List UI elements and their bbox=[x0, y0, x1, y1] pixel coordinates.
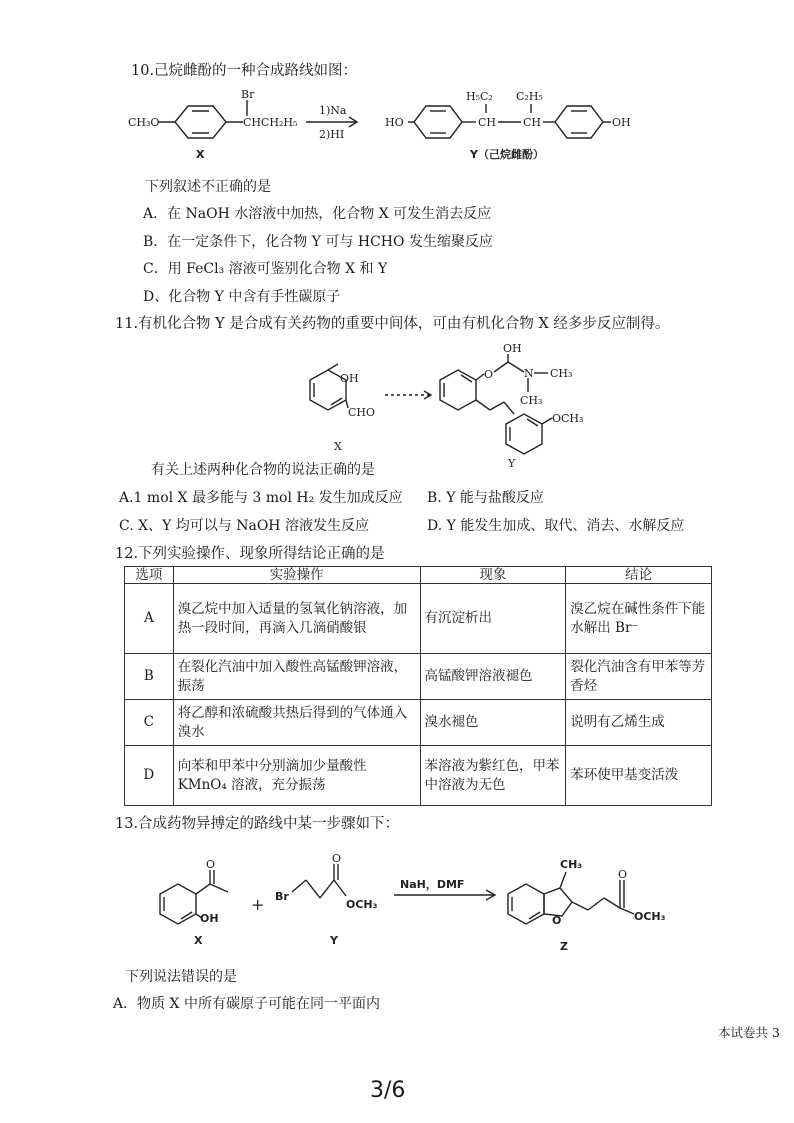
q10-option-b: B．在一定条件下，化合物 Y 可与 HCHO 发生缩聚反应 bbox=[143, 234, 493, 250]
row-c-phenomenon: 溴水褪色 bbox=[420, 700, 566, 746]
q10-label-y: Y（己烷雌酚） bbox=[470, 148, 544, 161]
row-a-phenomenon: 有沉淀析出 bbox=[420, 584, 566, 654]
q11-option-c: C. X、Y 均可以与 NaOH 溶液发生反应 bbox=[119, 518, 369, 534]
row-a-operation: 溴乙烷中加入适量的氢氧化钠溶液，加热一段时间，再滴入几滴硝酸银 bbox=[173, 584, 420, 654]
q11-option-d: D. Y 能发生加成、取代、消去、水解反应 bbox=[427, 518, 685, 534]
q10-y-ch1: CH bbox=[478, 116, 497, 129]
q11-label-y: Y bbox=[508, 457, 516, 470]
q10-y-c2h5: C₂H₅ bbox=[516, 90, 543, 103]
q13-prompt: 下列说法错误的是 bbox=[125, 969, 237, 985]
q11-y-oh: OH bbox=[503, 342, 522, 355]
q11-x-cho: CHO bbox=[348, 406, 376, 419]
row-b-conclusion: 裂化汽油含有甲苯等芳香烃 bbox=[566, 654, 712, 700]
q13-z-o-ring: O bbox=[552, 914, 562, 927]
row-d-phenomenon: 苯溶液为紫红色，甲苯中溶液为无色 bbox=[420, 746, 566, 806]
q11-option-a: A.1 mol X 最多能与 3 mol H₂ 发生加成反应 bbox=[119, 490, 403, 506]
row-a-option: A bbox=[125, 584, 174, 654]
q10-stem: 10.己烷雌酚的一种合成路线如图： bbox=[131, 63, 358, 79]
table-header-row bbox=[125, 567, 712, 584]
table-row bbox=[125, 700, 712, 746]
table-row bbox=[125, 584, 712, 654]
q11-y-ch3a: CH₃ bbox=[550, 367, 573, 380]
row-d-option: D bbox=[125, 746, 174, 806]
row-c-option: C bbox=[125, 700, 174, 746]
row-d-operation: 向苯和甲苯中分别滴加少量酸性 KMnO₄ 溶液，充分振荡 bbox=[173, 746, 420, 806]
q13-x-benzene-ring bbox=[160, 884, 196, 924]
q13-z-och3: OCH₃ bbox=[634, 910, 666, 923]
q11-y-n: N bbox=[524, 367, 534, 380]
header-operation: 实验操作 bbox=[173, 567, 420, 584]
q10-x-chain: CHCH₂H₅ bbox=[243, 116, 298, 129]
header-conclusion: 结论 bbox=[566, 567, 712, 584]
q13-plus: + bbox=[251, 895, 265, 914]
q13-label-x: X bbox=[194, 934, 203, 947]
row-a-conclusion: 溴乙烷在碱性条件下能水解出 Br⁻ bbox=[566, 584, 712, 654]
q10-reagent2: 2)HI bbox=[319, 128, 345, 141]
q13-x-oh: OH bbox=[200, 912, 219, 925]
q11-y-och3: OCH₃ bbox=[552, 412, 584, 425]
row-b-operation: 在裂化汽油中加入酸性高锰酸钾溶液，振荡 bbox=[173, 654, 420, 700]
q11-y-o: O bbox=[484, 368, 494, 381]
q13-reagent: NaH，DMF bbox=[400, 878, 465, 891]
q13-x-o: O bbox=[206, 858, 216, 871]
q10-reaction-scheme bbox=[0, 86, 794, 166]
q10-prompt: 下列叙述不正确的是 bbox=[145, 179, 271, 195]
row-c-conclusion: 说明有乙烯生成 bbox=[566, 700, 712, 746]
page-number: 3/6 bbox=[370, 1078, 406, 1103]
row-b-option: B bbox=[125, 654, 174, 700]
q12-stem: 12.下列实验操作、现象所得结论正确的是 bbox=[115, 546, 385, 562]
q10-y-ch2: CH bbox=[523, 116, 542, 129]
q10-x-br: Br bbox=[241, 88, 255, 101]
q11-stem: 11.有机化合物 Y 是合成有关药物的重要中间体，可由有机化合物 X 经多步反应制得。 bbox=[115, 316, 670, 332]
footer-note: 本试卷共 3 bbox=[718, 1025, 780, 1040]
q13-z-benzene-ring bbox=[508, 884, 544, 924]
q13-y-br: Br bbox=[275, 890, 289, 903]
q10-option-d: D、化合物 Y 中含有手性碳原子 bbox=[143, 289, 341, 305]
q13-reaction-scheme bbox=[0, 840, 794, 960]
q10-reagent1: 1)Na bbox=[319, 104, 347, 117]
q10-y-oh: OH bbox=[612, 116, 631, 129]
q11-y-lower-ring bbox=[506, 414, 542, 454]
q11-prompt: 有关上述两种化合物的说法正确的是 bbox=[151, 462, 375, 478]
q10-x-ch3o: CH₃O bbox=[128, 116, 160, 129]
q13-y-o: O bbox=[332, 852, 342, 865]
q10-y-ho: HO bbox=[385, 116, 404, 129]
q11-option-b: B. Y 能与盐酸反应 bbox=[427, 490, 544, 506]
q13-z-o: O bbox=[618, 868, 628, 881]
q11-x-oh: OH bbox=[340, 372, 359, 385]
header-option: 选项 bbox=[125, 567, 174, 584]
table-row bbox=[125, 654, 712, 700]
row-c-operation: 将乙醇和浓硫酸共热后得到的气体通入溴水 bbox=[173, 700, 420, 746]
q13-label-z: Z bbox=[560, 940, 568, 953]
row-b-phenomenon: 高锰酸钾溶液褪色 bbox=[420, 654, 566, 700]
q10-label-x: X bbox=[196, 148, 205, 161]
q11-y-ch3b: CH₃ bbox=[520, 394, 543, 407]
row-d-conclusion: 苯环使甲基变活泼 bbox=[566, 746, 712, 806]
q13-z-ch3: CH₃ bbox=[560, 858, 583, 871]
q10-option-c: C．用 FeCl₃ 溶液可鉴别化合物 X 和 Y bbox=[143, 261, 388, 277]
q11-label-x: X bbox=[334, 440, 342, 453]
table-row bbox=[125, 746, 712, 806]
q13-z-furan-ring bbox=[544, 888, 572, 916]
q12-experiment-table bbox=[124, 566, 712, 806]
q13-option-a: A．物质 X 中所有碳原子可能在同一平面内 bbox=[113, 996, 380, 1012]
q10-y-h5c2: H₅C₂ bbox=[466, 90, 493, 103]
q13-y-och3: OCH₃ bbox=[346, 898, 378, 911]
q10-option-a: A．在 NaOH 水溶液中加热，化合物 X 可发生消去反应 bbox=[143, 206, 492, 222]
q11-y-upper-ring bbox=[440, 370, 476, 410]
q13-label-y: Y bbox=[330, 934, 338, 947]
q13-stem: 13.合成药物异搏定的路线中某一步骤如下： bbox=[115, 816, 400, 832]
header-phenomenon: 现象 bbox=[420, 567, 566, 584]
